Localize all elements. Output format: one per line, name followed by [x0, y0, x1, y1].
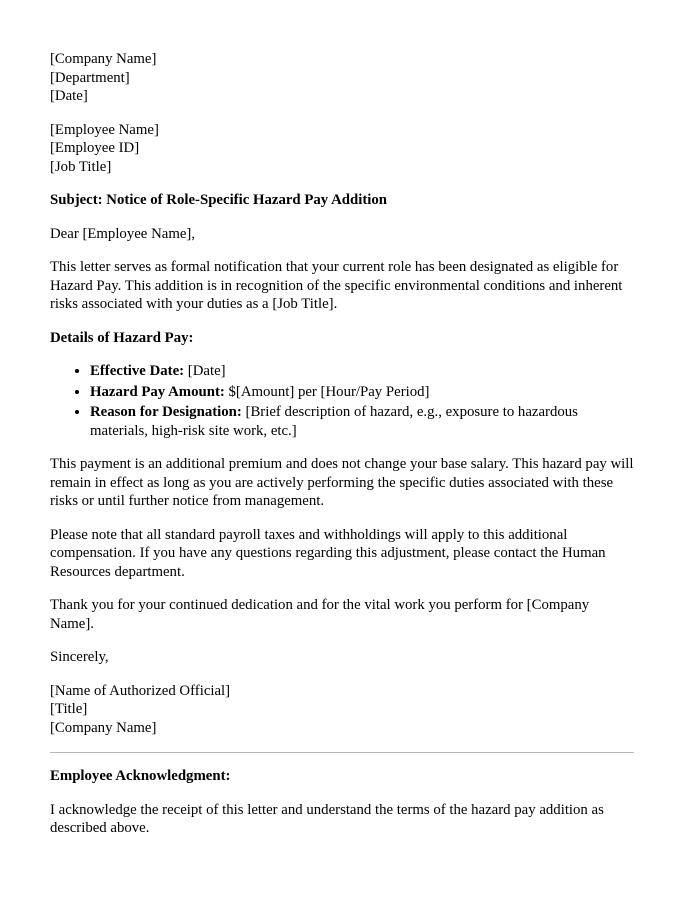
paragraph-premium: This payment is an additional premium and does not change your base salary. This hazard pay will remain in effect as long as you are actively performing the specific duties associated with these risks or until further notice from management. [50, 456, 634, 509]
salutation: Dear [Employee Name], [50, 225, 196, 242]
list-item [90, 403, 634, 440]
recipient-job-title: [Job Title] [50, 158, 112, 175]
bullet-text: [Brief description of hazard, e.g., exposure to hazardous materials, high-risk site work, etc.] [90, 404, 578, 439]
recipient-block [50, 121, 634, 177]
paragraph-taxes: Please note that all standard payroll taxes and withholdings will apply to this additional compensation. If you have any questions regarding this adjustment, please contact the Human Resources department. [50, 526, 606, 580]
closing: Sincerely, [50, 649, 109, 665]
acknowledgment-text: I acknowledge the receipt of this letter and understand the terms of the hazard pay addition as described above. [50, 801, 604, 836]
recipient-id: [Employee ID] [50, 140, 140, 156]
bullet-text: [Date] [184, 363, 226, 379]
section-divider [50, 752, 634, 753]
signature-official-name: [Name of Authorized Official] [50, 682, 231, 699]
sender-date: [Date] [50, 88, 88, 104]
details-heading: Details of Hazard Pay: [50, 329, 194, 346]
list-item [90, 362, 634, 381]
sender-block [50, 50, 634, 106]
paragraph-thanks: Thank you for your continued dedication and for the vital work you perform for [Company Name]. [50, 597, 590, 632]
bullet-label: Hazard Pay Amount: [90, 383, 225, 400]
subject-line: Subject: Notice of Role-Specific Hazard Pay Addition [50, 192, 387, 208]
hazard-details-list [50, 362, 634, 440]
signature-block [50, 682, 634, 738]
bullet-label: Reason for Designation: [90, 404, 242, 420]
acknowledgment-heading: Employee Acknowledgment: [50, 768, 231, 784]
recipient-name: [Employee Name] [50, 121, 159, 138]
signature-title: [Title] [50, 701, 88, 717]
paragraph-intro: This letter serves as formal notification that your current role has been designated as eligible for Hazard Pay. This addition is in recognition of the specific environmental conditions and inherent risks associated with your duties as a [Job Title]. [50, 259, 623, 312]
bullet-label: Effective Date: [90, 363, 185, 379]
list-item [90, 383, 634, 402]
sender-company: [Company Name] [50, 51, 157, 67]
bullet-text: $[Amount] per [Hour/Pay Period] [224, 383, 430, 400]
sender-department: [Department] [50, 69, 130, 86]
signature-company: [Company Name] [50, 719, 157, 736]
